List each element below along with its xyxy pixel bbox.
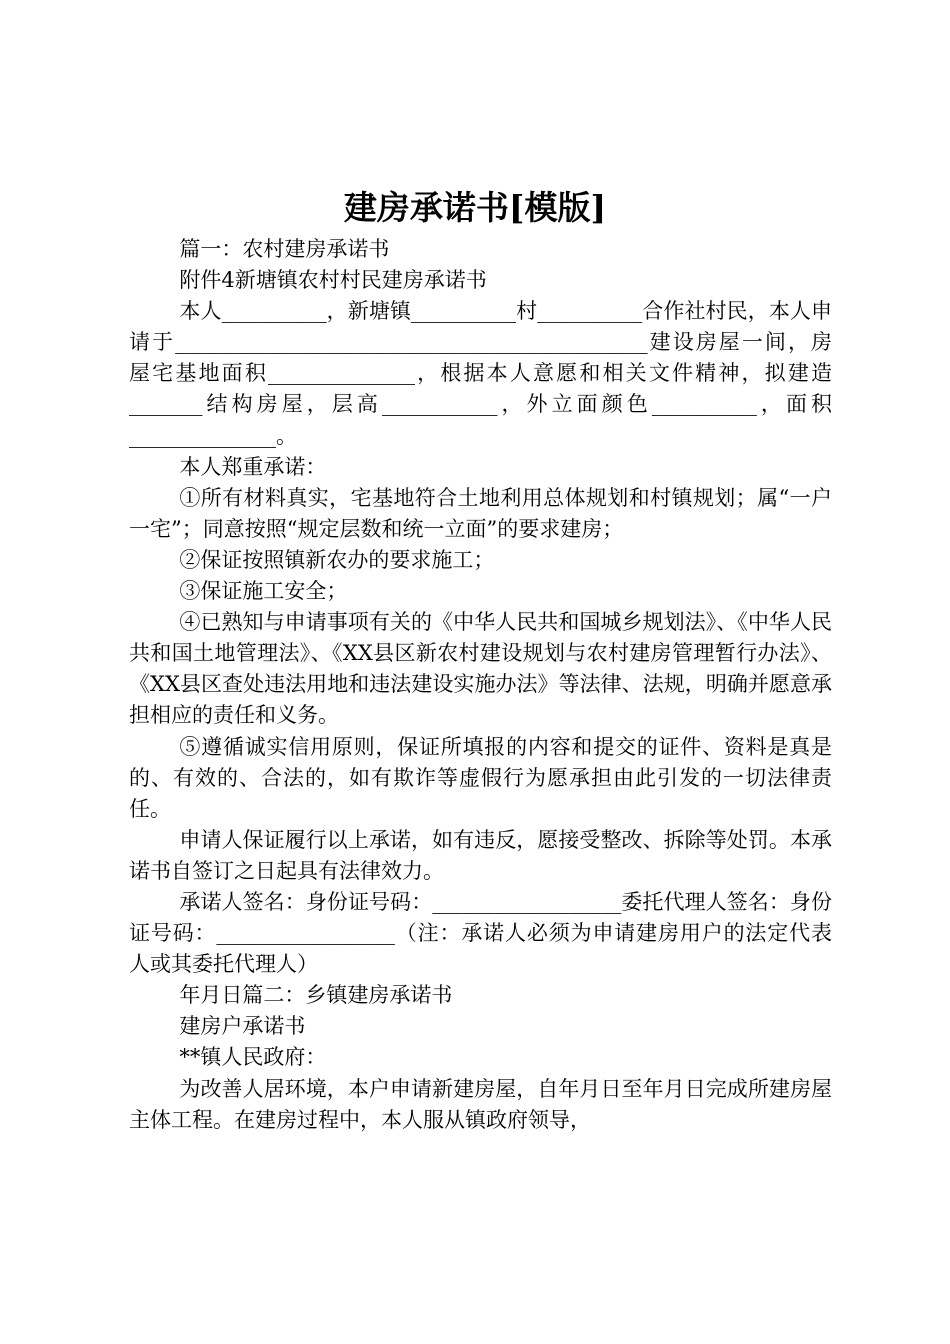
signature-paragraph: 承诺人签名：身份证号码：__________________委托代理人签名：身份证号码：_________________（注：承诺人必须为申请建房用户的法定代表人或其委托代理人） bbox=[129, 889, 832, 977]
attachment-title: 附件4新塘镇农村村民建房承诺书 bbox=[179, 268, 487, 293]
section-heading-1: 篇一：农村建房承诺书 bbox=[179, 237, 390, 261]
pledge-item-1: ①所有材料真实，宅基地符合土地利用总体规划和村镇规划；属“一户一宅”；同意按照“规定层数和统一立面”的要求建房； bbox=[129, 485, 832, 541]
pledge-intro: 本人郑重承诺： bbox=[179, 454, 327, 479]
pledge-item-4: ④已熟知与申请事项有关的《中华人民共和国城乡规划法》、《中华人民共和国土地管理法》、《XX县区新农村建设规划与农村建房管理暂行办法》、《XX县区查处违法用地和违法建设实施办法》等法律、法规，明确并愿意承担相应的责任和义务。 bbox=[129, 610, 832, 728]
addressee: **镇人民政府： bbox=[179, 1045, 327, 1070]
pledge-item-2: ②保证按照镇新农办的要求施工； bbox=[179, 547, 495, 572]
document-body bbox=[129, 234, 832, 1136]
pledge-item-5: ⑤遵循诚实信用原则，保证所填报的内容和提交的证件、资料是真是的、有效的、合法的，如有欺诈等虚假行为愿承担由此引发的一切法律责任。 bbox=[129, 734, 832, 821]
second-letter-title: 建房户承诺书 bbox=[179, 1014, 306, 1039]
guarantee-paragraph: 申请人保证履行以上承诺，如有违反，愿接受整改、拆除等处罚。本承诺书自签订之日起具有法律效力。 bbox=[129, 827, 832, 883]
second-letter-body: 为改善人居环境，本户申请新建房屋，自年月日至年月日完成所建房屋主体工程。在建房过程中，本人服从镇政府领导， bbox=[129, 1076, 832, 1132]
pledge-item-3: ③保证施工安全； bbox=[179, 579, 348, 604]
document-title: 建房承诺书[模版] bbox=[343, 188, 607, 227]
section-heading-2: 年月日篇二：乡镇建房承诺书 bbox=[179, 983, 453, 1008]
applicant-info-paragraph: 本人__________，新塘镇__________村__________合作社村民，本人申请于_____________________________________________建设房屋一间，房屋宅基地面积______________，根据本人意愿和相关文件精神，拟建造_______结构房屋，层高___________，外立面颜色__________，面积______________。 bbox=[129, 299, 832, 448]
